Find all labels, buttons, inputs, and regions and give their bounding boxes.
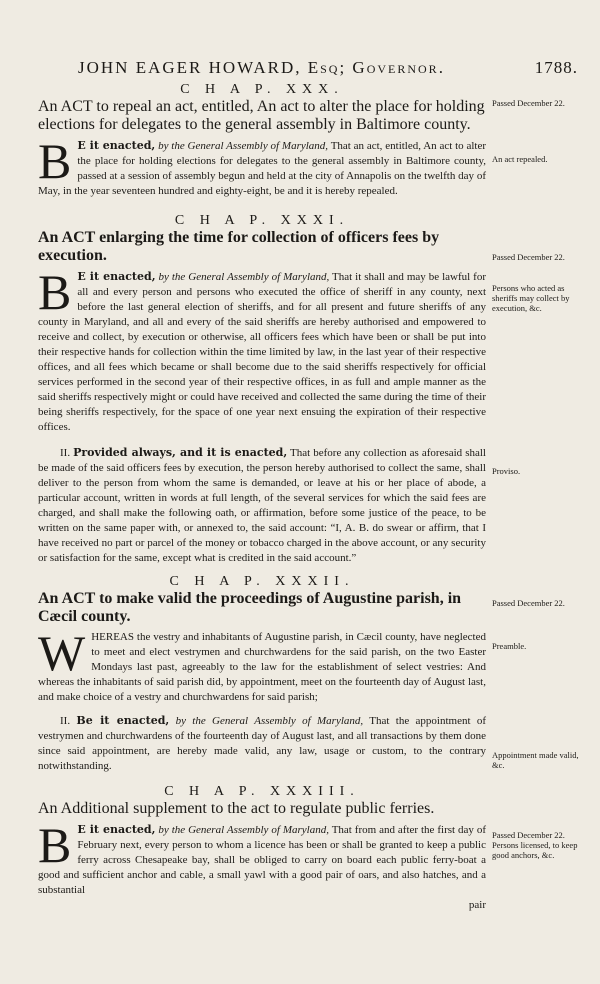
running-head bbox=[78, 58, 578, 78]
drop-cap: B bbox=[38, 133, 72, 189]
section-number: II. bbox=[60, 715, 71, 727]
margin-note: Preamble. bbox=[492, 641, 527, 651]
running-head-title: JOHN EAGER HOWARD, Esq; Governor. bbox=[78, 58, 445, 77]
proviso-words: Provided always, and it is enacted, bbox=[73, 446, 288, 459]
act-body: That an act, entitled, An act to alter the place for holding elections for delegates to the general assembly in Baltimore county, passed at a session of assembly begun and held at the city of Annapolis on the twelfth day of May, in the year seventeen hundred and eighty-eight, be and it is hereby repealed. bbox=[38, 140, 487, 197]
authority: by the General Assembly of Maryland, bbox=[158, 140, 329, 152]
drop-cap: B bbox=[38, 817, 72, 873]
margin-note: Appointment made valid, &c. bbox=[492, 750, 579, 770]
drop-cap: B bbox=[38, 264, 72, 320]
enacting-words: E it enacted, bbox=[77, 823, 156, 836]
margin-note: Passed December 22. bbox=[492, 252, 565, 262]
section-body: That before any collection as aforesaid shall be made of the said officers fees by execution, the person hereby authorised to collect the same, shall deliver to the person from whom the same is demanded, or leave at his or her place of abode, a particular account, written in words at full length, of the several services for which the said fees are charged, and shall make the following oath, or affirmation, before some justice of the peace, to be written on the same paper with, or annexed to, the said account: “I, A. B. do swear or affirm, that I have received no part or parcel of the money or tobacco charged in the above account, or any security or satisfaction for the same, except what is credited in the said account.” bbox=[38, 447, 486, 564]
authority: by the General Assembly of Maryland, bbox=[158, 824, 329, 836]
margin-note: An act repealed. bbox=[492, 154, 548, 164]
running-head-year: 1788. bbox=[534, 58, 578, 77]
margin-note: Passed December 22. Persons licensed, to keep good anchors, &c. bbox=[492, 830, 578, 860]
chapter-heading: C H A P. XXXII. bbox=[169, 574, 355, 589]
chapter-heading: C H A P. XXX. bbox=[180, 82, 344, 97]
body-text bbox=[38, 82, 486, 913]
chapter-heading: C H A P. XXXIII. bbox=[164, 784, 360, 799]
catchword: pair bbox=[468, 899, 486, 911]
act-body: That from and after the first day of February next, every person to whom a licence has been or shall be granted to keep a public ferry across Chesapeake bay, shall be obliged to carry on board each public ferry-boat a good and sufficient anchor and cable, a small yawl with a good pair of oars, and also hatches, and a substantial bbox=[38, 824, 486, 896]
act-title: An Additional supplement to the act to regulate public ferries. bbox=[38, 800, 435, 817]
act-text bbox=[38, 625, 486, 705]
margin-note: Passed December 22. bbox=[492, 98, 565, 108]
section-two bbox=[38, 445, 486, 566]
act-body: HEREAS the vestry and inhabitants of Augustine parish, in Cæcil county, have neglected to meet and elect vestrymen and churchwardens for the said parish, on the two Easter Mondays last past, agreeably to the law for the establishment of select vestries: And whereas the inhabitants of said parish did, by appointment, meet on the fourteenth day of August last, and make choice of a vestry and churchwardens for said parish; bbox=[38, 631, 486, 703]
act-text bbox=[38, 133, 487, 199]
enacting-words: Be it enacted, bbox=[76, 714, 170, 727]
drop-cap: W bbox=[38, 625, 86, 681]
margin-note: Passed December 22. bbox=[492, 598, 565, 608]
section-body: That the appointment of vestrymen and churchwardens of the fourteenth day of August last, and all transactions by them done since said appointment, are hereby made valid, any law, usage or custom, to the contrary notwithstanding. bbox=[38, 715, 487, 772]
authority: by the General Assembly of Maryland, bbox=[158, 271, 330, 283]
enacting-words: E it enacted, bbox=[77, 139, 156, 152]
act-title: An ACT to repeal an act, entitled, An act to alter the place for holding elections for delegates to the general assembly in Baltimore county. bbox=[38, 98, 485, 133]
section-two bbox=[38, 713, 486, 774]
act-title: An ACT to make valid the proceedings of Augustine parish, in Cæcil county. bbox=[38, 590, 462, 625]
authority: by the General Assembly of Maryland, bbox=[175, 715, 364, 727]
section-number: II. bbox=[60, 447, 71, 459]
act-body: That it shall and may be lawful for all and every person and persons who executed the office of sheriff in any county, next before the last general election of sheriffs, and for all present and future sheriffs of any county in Maryland, and all and every of the said sheriffs are hereby authorised and empowered to receive and collect, by execution or otherwise, all officers fees which have been or shall be put into their respective hands for collection within the time limited by law, in the last year of their respective offices, and all fees which became or shall become due to the said sheriffs respectively for official services performed in the second year of their respective offices, in as full and ample manner as the said sheriffs respectively might or could have received and collected the same during the time of their being sheriffs respectively, for the space of one year next ensuing the expiration of their respective offices. bbox=[38, 271, 486, 433]
act-text bbox=[38, 264, 486, 435]
enacting-words: E it enacted, bbox=[77, 270, 156, 283]
margin-note: Persons who acted as sheriffs may collect by execution, &c. bbox=[492, 283, 570, 313]
chapter-heading: C H A P. XXXI. bbox=[174, 213, 350, 228]
act-title: An ACT enlarging the time for collection of officers fees by execution. bbox=[38, 229, 440, 264]
margin-note: Proviso. bbox=[492, 466, 521, 476]
act-text bbox=[38, 817, 486, 898]
